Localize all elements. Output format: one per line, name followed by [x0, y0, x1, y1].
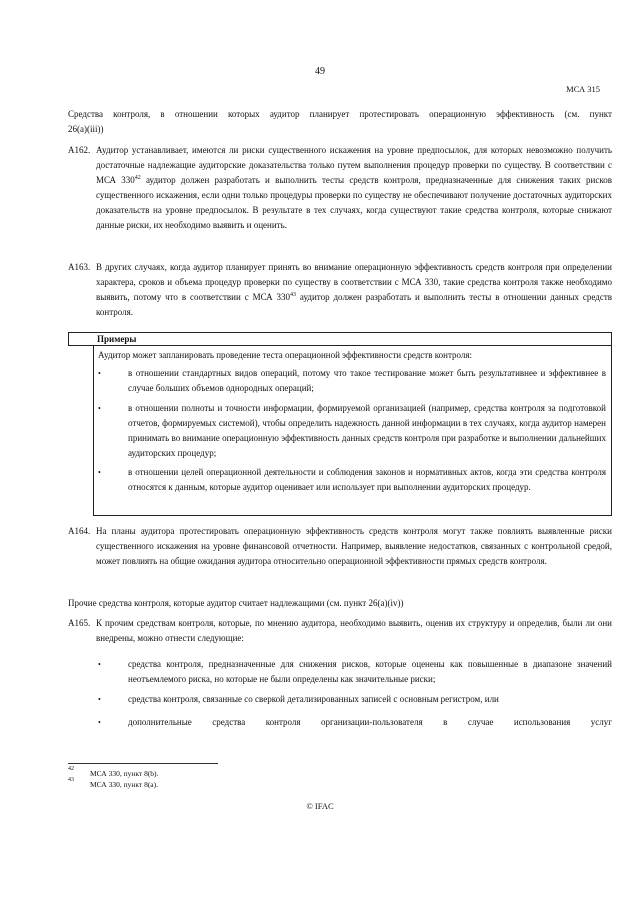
footnote-divider [68, 763, 218, 764]
footnote-ref-43: 43 [290, 292, 297, 298]
para-number-a164: A164. [68, 526, 91, 536]
bullet-icon: • [98, 660, 101, 669]
paragraph-a162: Аудитор устанавливает, имеются ли риски существенного искажения на уровне предпосылок, для которых невозможно получить достаточные надлежащие аудиторские доказательства только путем выполнения процедур проверки по существу. В соответствии с МСА $330^{42}$ аудитор должен разработать и выполнить тесты средств контроля, предназначенные для снижения таких рисков существенного искажения, если одни только процедуры проверки по существу не обеспечивают получение достаточных аудиторских доказательств на уровне предпосылок. В результате в тех случаях, когда существуют такие средства контроля, которые снижают данные риски, их необходимо выявить и оценить. [96, 145, 612, 230]
list-item: средства контроля, предназначенные для снижения рисков, которые оценены как повышенные в диапазоне значений неотъемлемого риска, но которые не были определены как значительные риски; [128, 659, 612, 684]
bullet-icon: • [98, 695, 101, 704]
bullet-icon: • [98, 369, 101, 378]
bullet-icon: • [98, 718, 101, 727]
paragraph-a165: К прочим средствам контроля, которые, по мнению аудитора, необходимо выявить, оценив их структуру и определив, были ли они внедрены, можно отнести следующие: [96, 618, 612, 643]
footnote-number: 42 [68, 766, 74, 772]
examples-heading: Примеры [97, 334, 137, 344]
standard-label: МСА 315 [566, 84, 600, 94]
examples-lead: Аудитор может запланировать проведение теста операционной эффективности средств контроля: [98, 350, 473, 360]
list-item: средства контроля, связанные со сверкой детализированных записей с основным регистром, или [128, 694, 499, 704]
paragraph-a164: На планы аудитора протестировать операционную эффективность средств контроля могут также повлиять выявленные риски существенного искажения на уровне финансовой отчетности. Например, выявление недостатков, связанных с контрольной средой, может повлиять на общие ожидания аудитора относительно операционной эффективности прямых средств контроля. [96, 526, 612, 566]
footnote-text: МСА 330, пункт 8(a). [90, 780, 159, 789]
section-heading-tested-controls: Средства контроля, в отношении которых аудитор планирует протестировать операционную эффективность (см. пункт [68, 109, 612, 119]
paragraph-a163: В других случаях, когда аудитор планирует принять во внимание операционную эффективность средств контроля при определении характера, сроков и объема процедур проверки по существу в соответствии с МСА 330, такие средства контроля также необходимо выявить, потому что в соответствии с МСА $330^{43}$ аудитор должен разработать и выполнить тесты в отношении данных средств контроля. [96, 262, 613, 317]
example-item: в отношении стандартных видов операций, потому что такое тестирование может быть результативнее и эффективнее в случае больших объемов однородных операций; [128, 368, 606, 393]
example-item: в отношении целей операционной деятельности и соблюдения законов и нормативных актов, когда эти средства контроля относятся к данным, которые аудитор оценивает или использует при выполнении аудиторских процедур. [128, 467, 606, 492]
examples-box-header [68, 332, 612, 346]
bullet-icon: • [98, 468, 101, 477]
page-number: 49 [315, 66, 325, 77]
section-heading-other-controls: Прочие средства контроля, которые аудитор считает надлежащими (см. пункт 26(a)(iv)) [68, 598, 404, 608]
footnote-text: МСА 330, пункт 8(b). [90, 769, 159, 778]
bullet-icon: • [98, 404, 101, 413]
section-heading-ref: 26(a)(iii)) [68, 124, 104, 134]
example-item: в отношении полноты и точности информации, формируемой организацией (например, средства контроля за подготовкой отчетов, формируемых системой), чтобы определить надежность данной информации в тех случаях, когда аудитор намерен принимать во внимание операционную эффективность данных средств контроля при разработке и выполнении дальнейших аудиторских процедур; [128, 403, 606, 458]
para-number-a165: A165. [68, 618, 91, 628]
copyright-footer: © IFAC [306, 801, 334, 811]
para-number-a162: A162. [68, 145, 91, 155]
footnote-ref-42: 42 [134, 175, 141, 181]
para-number-a163: A163. [68, 262, 91, 272]
list-item: дополнительные средства контроля организации-пользователя в случае использования услуг [128, 717, 612, 727]
footnote-number: 43 [68, 777, 74, 783]
